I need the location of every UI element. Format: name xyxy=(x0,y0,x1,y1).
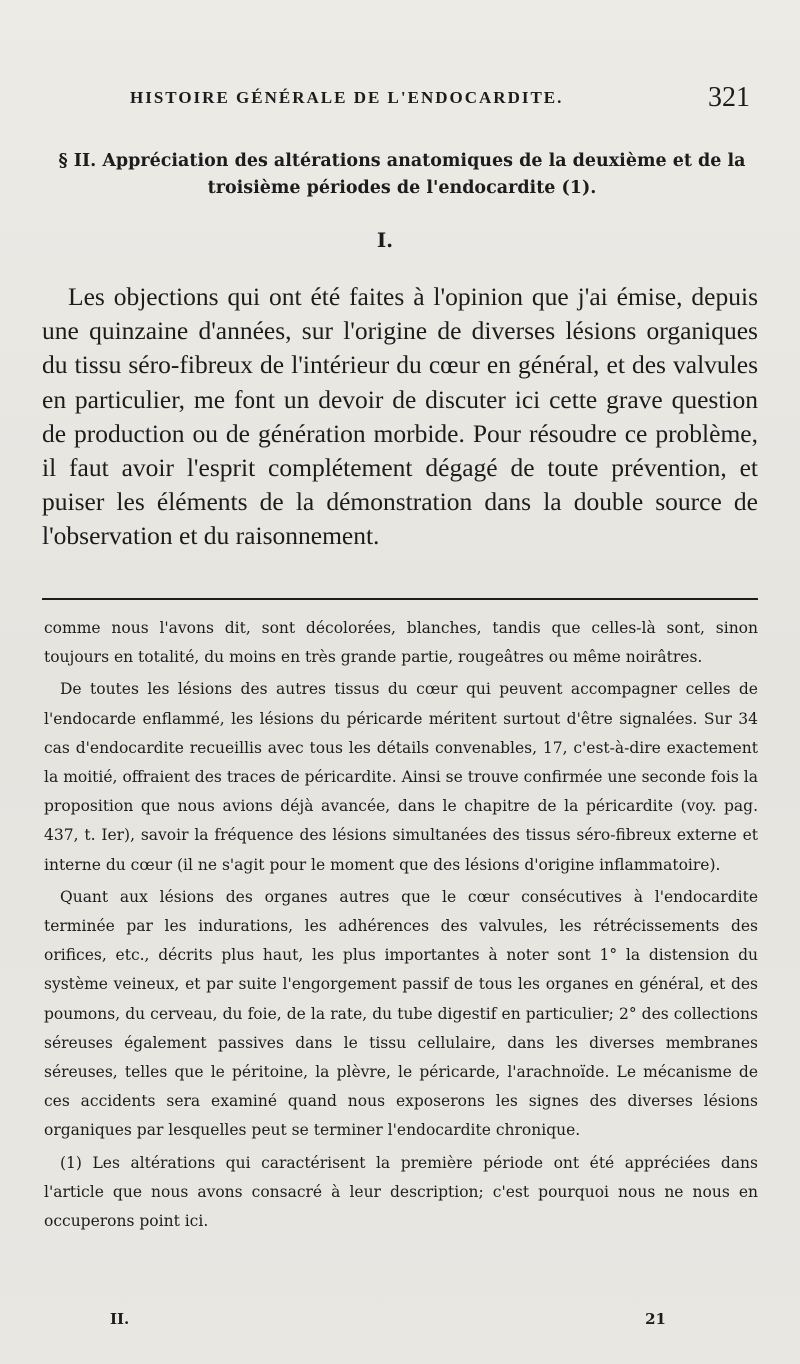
signature-mark: II. xyxy=(110,1310,130,1328)
note-continuation: comme nous l'avons dit, sont décolorées, blanches, tandis que celles-là sont, sinon toujours en totalité, du moins en très grande partie, rougeâtres ou même noirâtres. xyxy=(44,619,758,667)
footnote-divider xyxy=(42,598,758,600)
section-title xyxy=(46,148,758,202)
section-title-line-1: § II. Appréciation des altérations anatomiques de la deuxième et de la xyxy=(58,151,746,171)
section-title-line-2: troisième périodes de l'endocardite (1). xyxy=(207,178,597,198)
running-title: HISTOIRE GÉNÉRALE DE L'ENDOCARDITE. xyxy=(130,88,564,107)
note-paragraph-pericarde: De toutes les lésions des autres tissus du cœur qui peuvent accompagner celles de l'endocarde enflammé, les lésions du péricarde méritent surtout d'être signalées. Sur 34 cas d'endocardite recueillis avec tous les détails convenables, 17, c'est-à-dire exactement la moitié, offraient des traces de péricardite. Ainsi se trouve confirmée une seconde fois la proposition que nous avions déjà avancée, dans le chapitre de la péricardite (voy. pag. 437, t. Ier), savoir la fréquence des lésions simultanées des tissus séro-fibreux externe et interne du cœur (il ne s'agit pour le moment que des lésions d'origine inflammatoire). xyxy=(44,680,758,874)
sheet-number: 21 xyxy=(645,1310,666,1328)
page-number: 321 xyxy=(708,82,750,113)
notes-block xyxy=(44,614,758,1239)
running-head xyxy=(130,82,750,113)
lead-paragraph: Les objections qui ont été faites à l'opinion que j'ai émise, depuis une quinzaine d'années, sur l'origine de diverses lésions organiques du tissu séro-fibreux de l'intérieur du cœur en général, et des valvules en particulier, me font un devoir de discuter ici cette grave question de production ou de génération morbide. Pour résoudre ce problème, il faut avoir l'esprit complétement dégagé de toute prévention, et puiser les éléments de la démonstration dans la double source de l'observation et du raisonnement. xyxy=(42,282,758,551)
subsection-numeral: I. xyxy=(376,228,394,252)
note-paragraph-organes: Quant aux lésions des organes autres que le cœur consécutives à l'endocardite terminée par les indurations, les adhérences des valvules, les rétrécissements des orifices, etc., décrits plus haut, les plus importantes à noter sont 1° la distension du système veineux, et par suite l'engorgement passif de tous les organes en général, et des poumons, du cerveau, du foie, de la rate, du tube digestif en particulier; 2° des collections séreuses également passives dans le tissu cellulaire, dans les diverses membranes séreuses, telles que le péritoine, la plèvre, le péricarde, l'arachnoïde. Le mécanisme de ces accidents sera examiné quand nous exposerons les signes des diverses lésions organiques par lesquelles peut se terminer l'endocardite chronique. xyxy=(44,887,758,1140)
lead-paragraph-block xyxy=(42,280,758,554)
footnote-1: (1) Les altérations qui caractérisent la première période ont été appréciées dans l'article que nous avons consacré à leur description; c'est pourquoi nous ne nous en occuperons point ici. xyxy=(44,1153,758,1231)
